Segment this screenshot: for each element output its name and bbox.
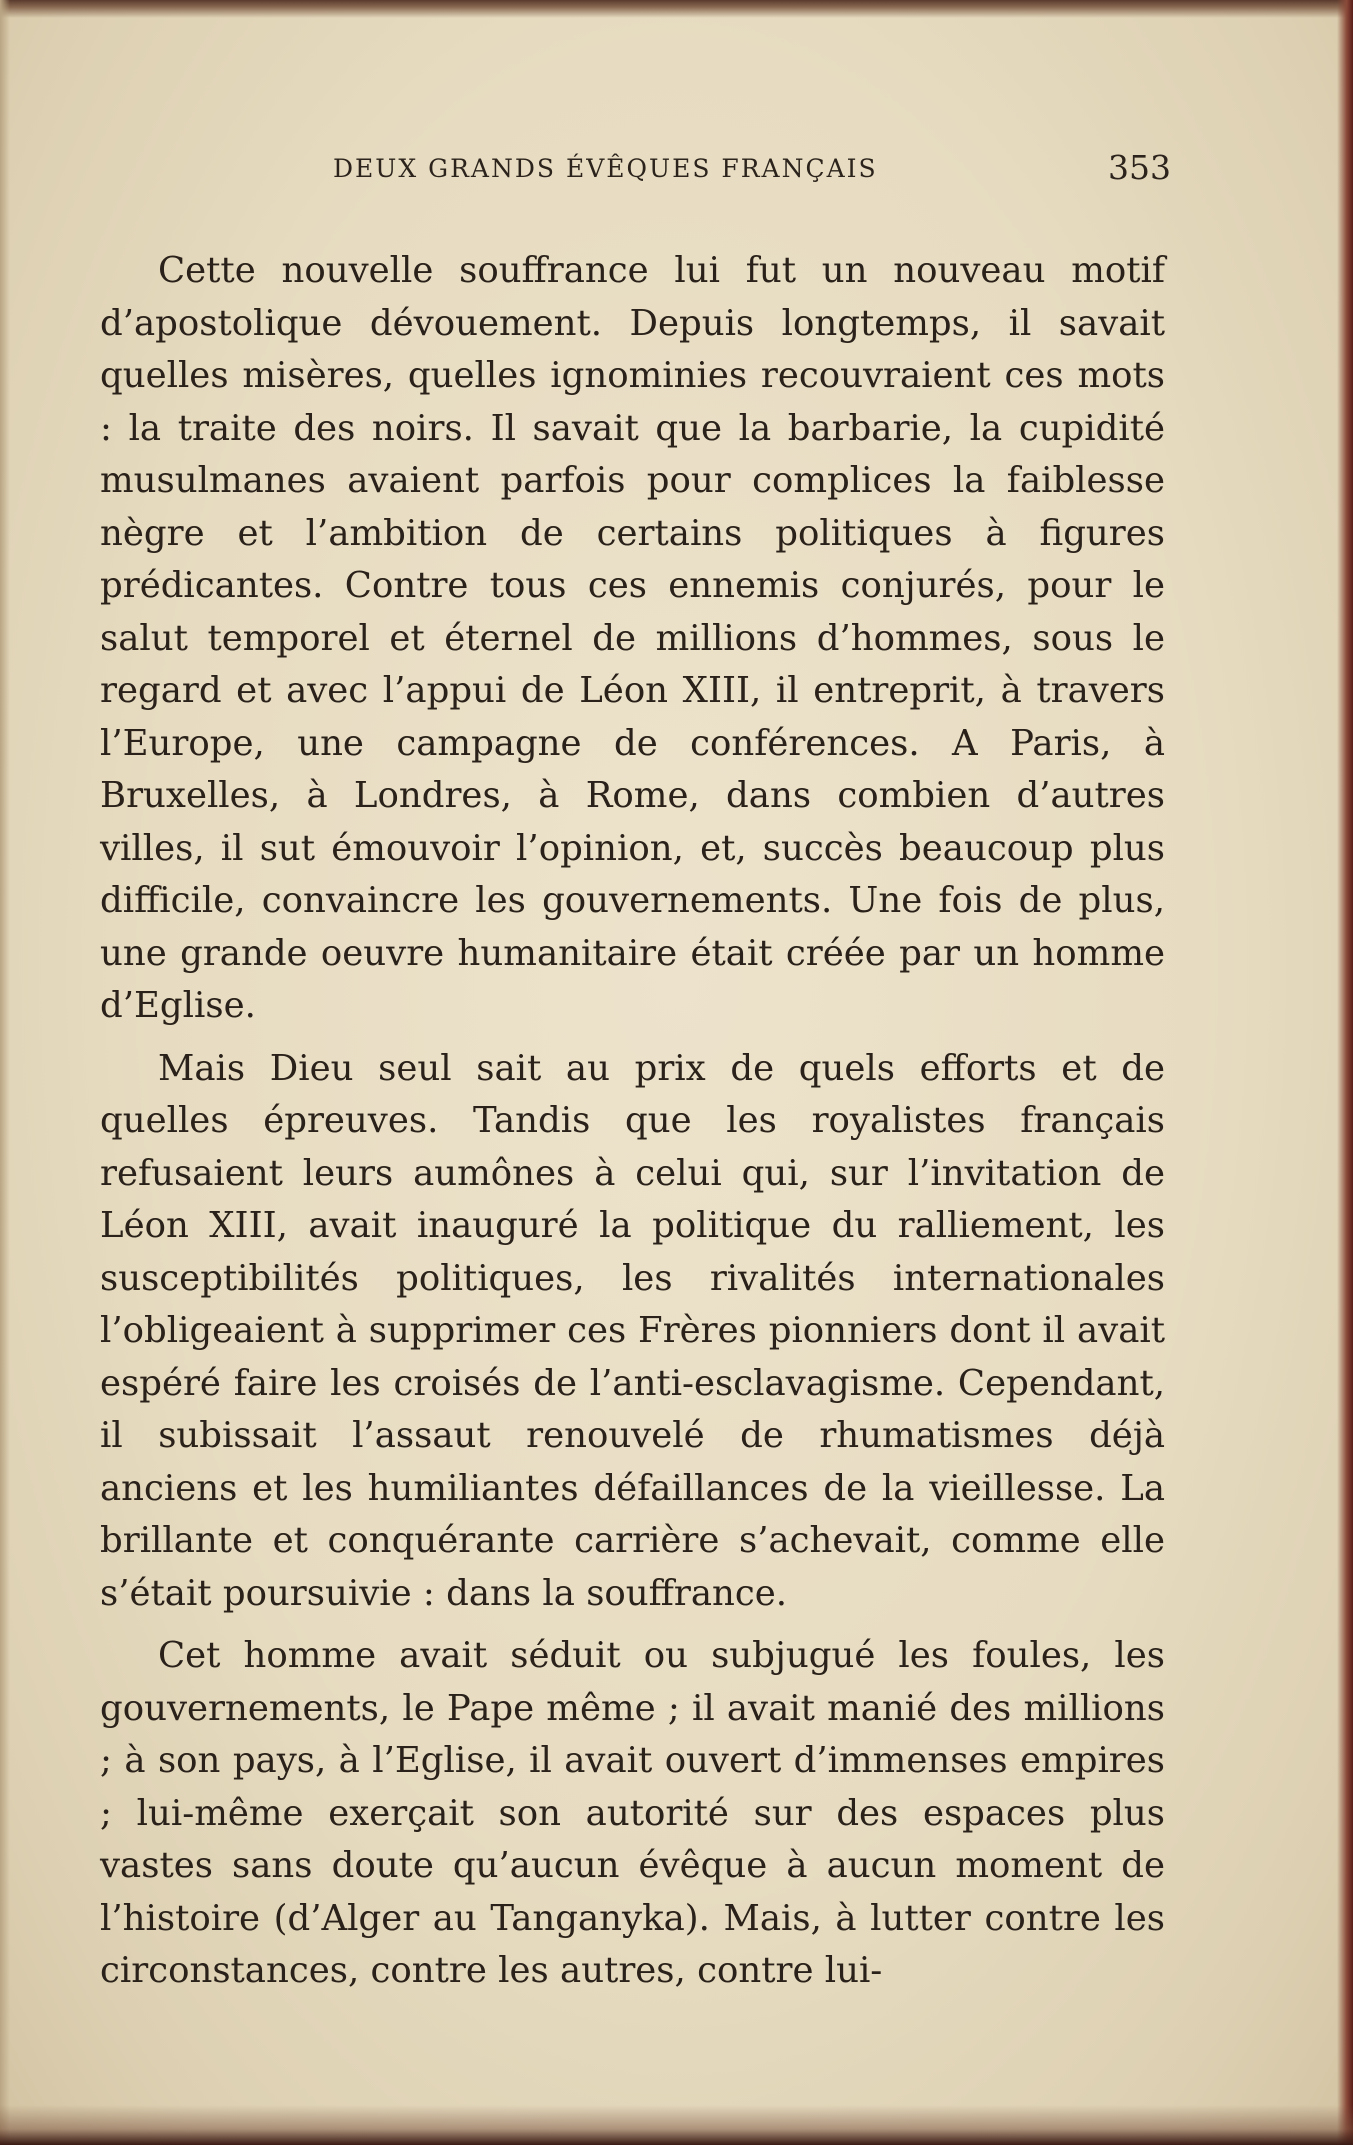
page-top-edge [0,0,1353,18]
paragraph-3: Cet homme avait séduit ou subjugué les foules, les gouvernements, le Pape même ; il avait manié des millions ; à son pays, à l’Eglise, il avait ouvert d’immenses empires ; lui-même exerçait son autorité sur des espaces plus vastes sans doute qu’aucun évêque à aucun moment de l’histoire (d’Alger au Tanganyka). Mais, à lutter contre les circonstances, contre les autres, contre lui- [100,1635,1165,1991]
page-bottom-edge [0,2105,1353,2145]
running-title: DEUX GRANDS ÉVÊQUES FRANÇAIS [333,154,878,183]
page-left-edge [0,0,10,2145]
page-number: 353 [1108,148,1171,187]
body-text [100,245,1165,1998]
paragraph-1: Cette nouvelle souffrance lui fut un nouveau motif d’apostolique dévouement. Depuis longtemps, il savait quelles misères, quelles ignominies recouvraient ces mots : la traite des noirs. Il savait que la barbarie, la cupidité musulmanes avaient parfois pour complices la faiblesse nègre et l’ambition de certains politiques à figures prédicantes. Contre tous ces ennemis conjurés, pour le salut temporel et éternel de millions d’hommes, sous le regard et avec l’appui de Léon XIII, il entreprit, à travers l’Europe, une campagne de conférences. A Paris, à Bruxelles, à Londres, à Rome, dans combien d’autres villes, il sut émouvoir l’opinion, et, succès beaucoup plus difficile, convaincre les gouvernements. Une fois de plus, une grande oeuvre humanitaire était créée par un homme d’Eglise. [100,250,1165,1026]
page-right-edge [1337,0,1353,2145]
paragraph-2: Mais Dieu seul sait au prix de quels efforts et de quelles épreuves. Tandis que les royalistes français refusaient leurs aumônes à celui qui, sur l’invitation de Léon XIII, avait inauguré la politique du ralliement, les susceptibilités politiques, les rivalités internationales l’obligeaient à supprimer ces Frères pionniers dont il avait espéré faire les croisés de l’anti-esclavagisme. Cependant, il subissait l’assaut renouvelé de rhumatismes déjà anciens et les humiliantes défaillances de la vieillesse. La brillante et conquérante carrière s’achevait, comme elle s’était poursuivie : dans la souffrance. [100,1047,1165,1614]
